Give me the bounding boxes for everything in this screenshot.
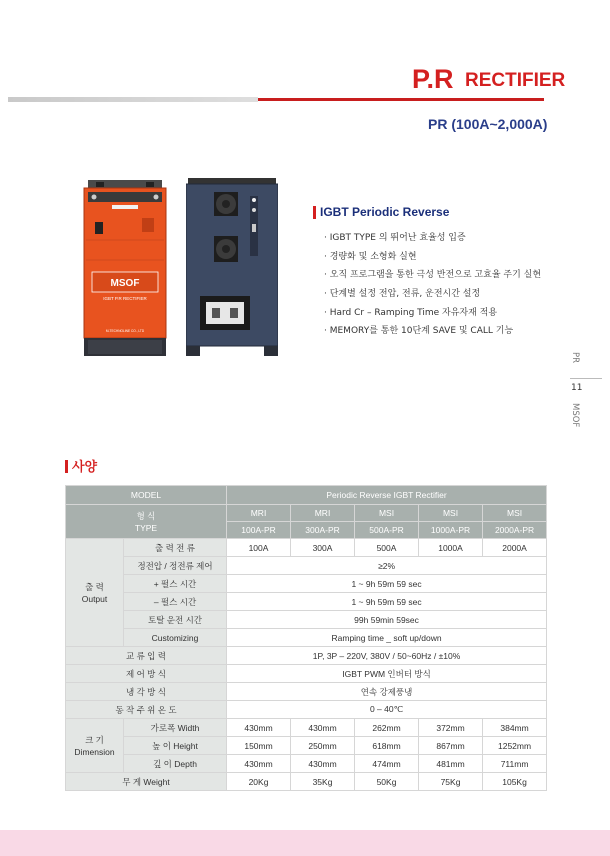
cell: 100A [227, 539, 291, 557]
cell: 430mm [291, 755, 355, 773]
cell: 372mm [419, 719, 483, 737]
type-cell: 100A-PR [227, 522, 291, 539]
feature-title-marker [313, 206, 316, 219]
series-cell: MSI [355, 505, 419, 522]
row-label: Customizing [124, 629, 227, 647]
photo-label-maker: M-TECHNOLINE CO., LTD [105, 329, 145, 333]
cell: 250mm [291, 737, 355, 755]
product-range: PR (100A~2,000A) [428, 116, 548, 132]
spec-title-marker [65, 460, 68, 473]
feature-item: · Hard Cr – Ramping Time 자유자재 적용 [324, 307, 498, 318]
photo-label-model: IGBT P.R RECTIFIER [103, 296, 147, 301]
row-label: 깊 이 Depth [124, 755, 227, 773]
type-cell: 500A-PR [355, 522, 419, 539]
title-sub: RECTIFIER [465, 70, 566, 91]
cell: 867mm [419, 737, 483, 755]
page-number: 11 [571, 383, 583, 393]
cell: 99h 59min 59sec [227, 611, 547, 629]
row-label: – 펄스 시간 [124, 593, 227, 611]
type-cell: 1000A-PR [419, 522, 483, 539]
cell: 618mm [355, 737, 419, 755]
side-divider [570, 378, 602, 379]
rectifier-front-photo [82, 180, 168, 356]
feature-item: · 오직 프로그램을 통한 극성 반전으로 고효율 주기 실현 [324, 270, 542, 281]
feature-title: IGBT Periodic Reverse [320, 205, 450, 219]
series-cell: MRI [227, 505, 291, 522]
cell: 1 ~ 9h 59m 59 sec [227, 593, 547, 611]
cell: Ramping time _ soft up/down [227, 629, 547, 647]
series-cell: MSI [483, 505, 547, 522]
cell: 384mm [483, 719, 547, 737]
cell: 430mm [291, 719, 355, 737]
cell: 1 ~ 9h 59m 59 sec [227, 575, 547, 593]
series-cell: MRI [291, 505, 355, 522]
cell: 300A [291, 539, 355, 557]
cell: 50Kg [355, 773, 419, 791]
cell: 430mm [227, 755, 291, 773]
type-cell: 2000A-PR [483, 522, 547, 539]
cell: 105Kg [483, 773, 547, 791]
model-header: MODEL [66, 486, 227, 505]
cell: 0 – 40℃ [227, 701, 547, 719]
type-header: 형 식 TYPE [66, 505, 227, 539]
cell: ≥2% [227, 557, 547, 575]
row-label: 출 력 전 류 [124, 539, 227, 557]
type-cell: 300A-PR [291, 522, 355, 539]
header-rule-red [258, 98, 544, 101]
cell: 262mm [355, 719, 419, 737]
cell: 500A [355, 539, 419, 557]
row-label: 제 어 방 식 [66, 665, 227, 683]
feature-item: · MEMORY를 통한 10단계 SAVE 및 CALL 기능 [324, 326, 514, 337]
spec-table [65, 485, 547, 791]
cell: 75Kg [419, 773, 483, 791]
cell: 2000A [483, 539, 547, 557]
spec-title: 사양 [72, 460, 98, 475]
row-label: 교 류 입 력 [66, 647, 227, 665]
rectifier-back-photo [186, 178, 278, 356]
feature-item: · IGBT TYPE 의 뛰어난 효율성 입증 [324, 233, 466, 243]
dimension-group-label: 크 기 Dimension [66, 719, 124, 773]
cell: 1252mm [483, 737, 547, 755]
cell: 711mm [483, 755, 547, 773]
cell: 1P, 3P – 220V, 380V / 50~60Hz / ±10% [227, 647, 547, 665]
row-label: 무 게 Weight [66, 773, 227, 791]
row-label: 동 작 주 위 온 도 [66, 701, 227, 719]
cell: 35Kg [291, 773, 355, 791]
feature-list [324, 229, 541, 341]
cell: 481mm [419, 755, 483, 773]
cell: 150mm [227, 737, 291, 755]
row-label: 토탈 운전 시간 [124, 611, 227, 629]
cell: 연속 강제풍냉 [227, 683, 547, 701]
cell: IGBT PWM 인버터 방식 [227, 665, 547, 683]
side-label-bottom: MSOF [570, 403, 580, 428]
header-rule-grey [8, 97, 258, 102]
feature-item: · 단계별 설정 전압, 전류, 운전시간 설정 [324, 289, 481, 300]
side-label-top: PR [570, 352, 580, 364]
row-label: 가로폭 Width [124, 719, 227, 737]
cell: 430mm [227, 719, 291, 737]
footer-band [0, 830, 610, 856]
series-cell: MSI [419, 505, 483, 522]
row-label: 높 이 Height [124, 737, 227, 755]
model-value: Periodic Reverse IGBT Rectifier [227, 486, 547, 505]
output-group-label: 출 력 Output [66, 539, 124, 647]
cell: 20Kg [227, 773, 291, 791]
photo-label-brand: MSOF [110, 278, 140, 289]
cell: 1000A [419, 539, 483, 557]
row-label: 정전압 / 정전류 제어 [124, 557, 227, 575]
feature-item: · 경량화 및 소형화 실현 [324, 251, 417, 262]
row-label: + 펄스 시간 [124, 575, 227, 593]
row-label: 냉 각 방 식 [66, 683, 227, 701]
cell: 474mm [355, 755, 419, 773]
title-main: P.R [412, 64, 454, 94]
